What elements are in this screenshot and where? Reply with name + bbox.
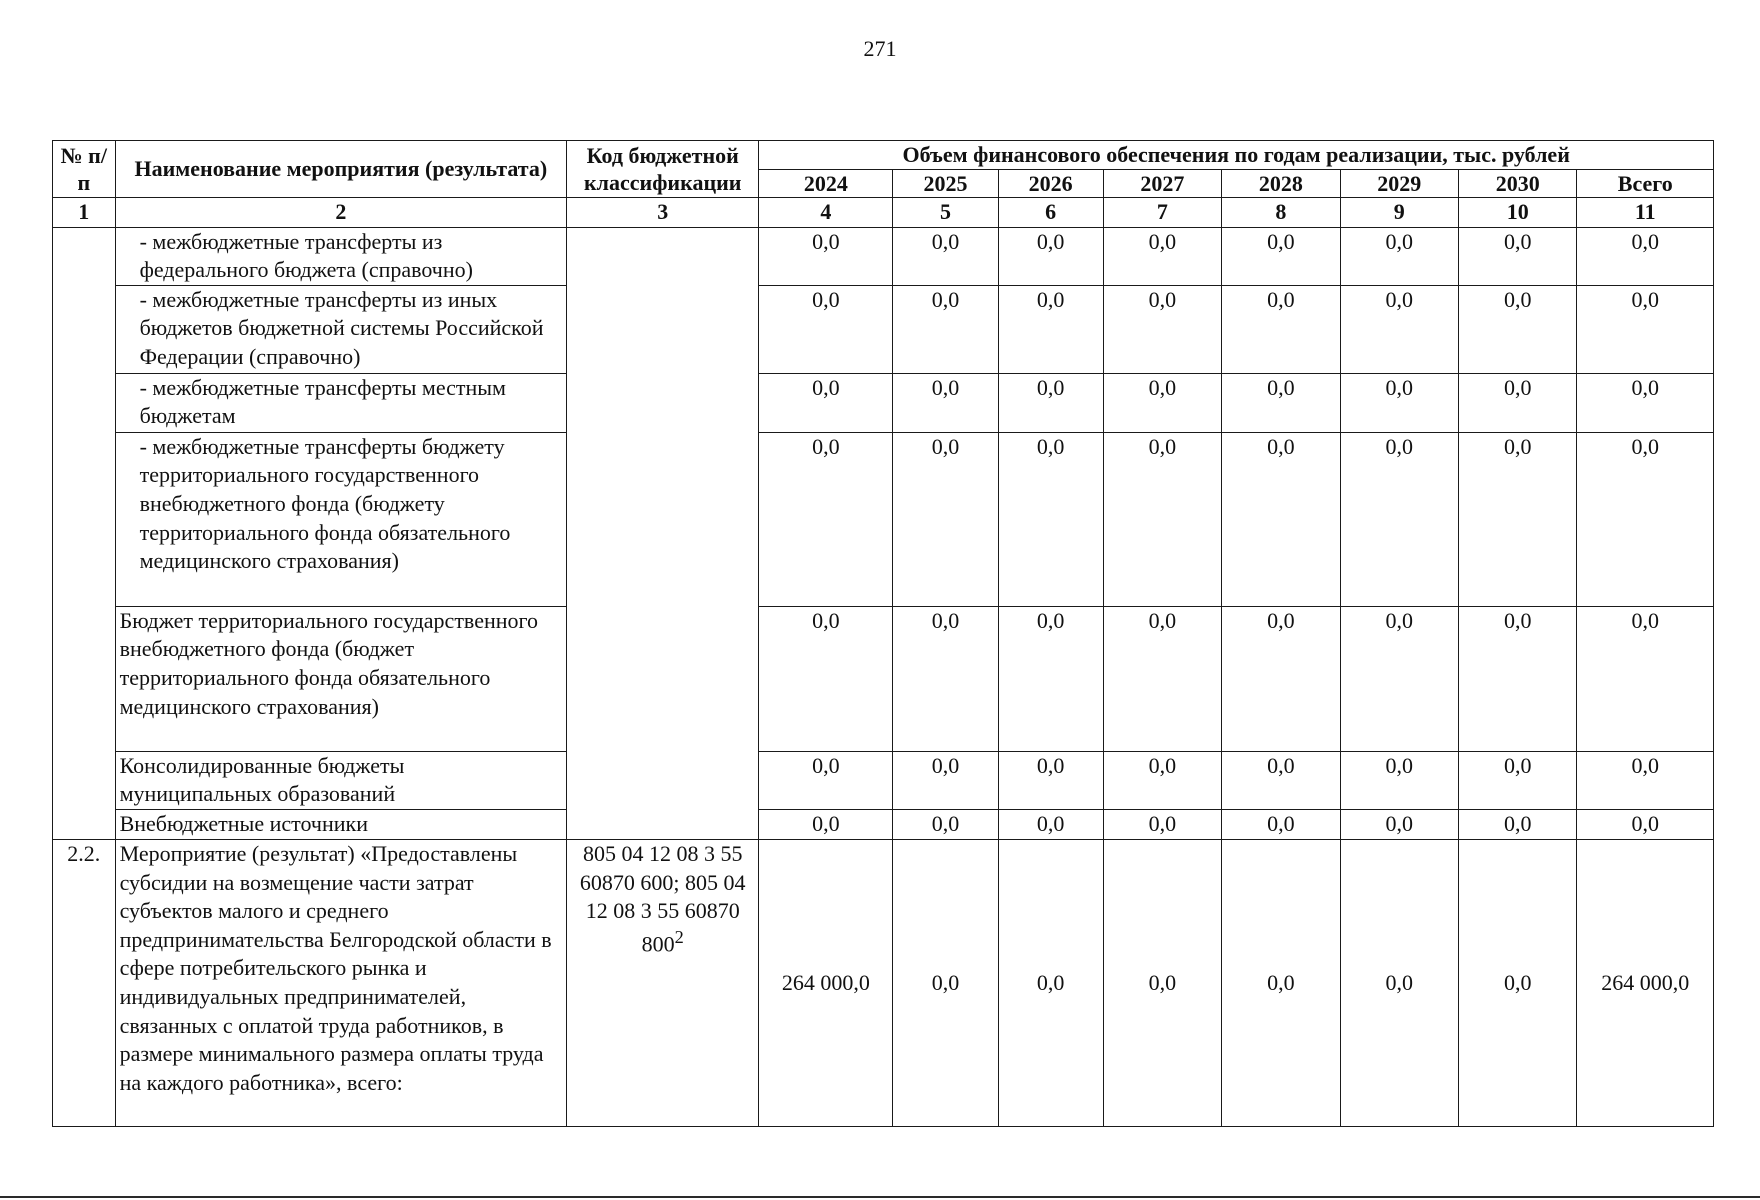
table-row [53, 432, 1714, 606]
value-cell: 0,0 [759, 373, 893, 432]
value-cell: 0,0 [759, 751, 893, 809]
value-cell: 0,0 [893, 606, 998, 751]
column-number: 7 [1103, 198, 1221, 228]
value-cell: 0,0 [1103, 839, 1221, 1126]
value-cell: 0,0 [998, 751, 1103, 809]
column-number: 1 [53, 198, 116, 228]
header-code: Код бюджетной классификации [567, 141, 759, 198]
row-name: - межбюджетные трансферты местным бюджетам [115, 373, 567, 432]
value-cell: 0,0 [1340, 809, 1458, 839]
item-number: 2.2. [53, 839, 116, 1126]
header-volume: Объем финансового обеспечения по годам реализации, тыс. рублей [759, 141, 1714, 170]
header-year: 2029 [1340, 169, 1458, 198]
value-cell: 0,0 [893, 432, 998, 606]
value-cell: 0,0 [1340, 751, 1458, 809]
row-name: Бюджет территориального государственного внебюджетного фонда (бюджет территориального фонда обязательного медицинского страхования) [115, 606, 567, 751]
table-row-item-2-2 [53, 839, 1714, 1126]
value-cell: 0,0 [893, 839, 998, 1126]
value-cell: 0,0 [1103, 606, 1221, 751]
value-cell: 0,0 [1103, 751, 1221, 809]
header-year: 2027 [1103, 169, 1221, 198]
value-cell: 0,0 [893, 751, 998, 809]
value-cell: 0,0 [1103, 809, 1221, 839]
row-number-cell [53, 227, 116, 839]
row-code-cell [567, 227, 759, 839]
value-cell: 0,0 [893, 809, 998, 839]
column-number: 10 [1459, 198, 1577, 228]
value-cell: 0,0 [893, 227, 998, 285]
value-cell: 0,0 [1103, 285, 1221, 373]
row-name: - межбюджетные трансферты бюджету территориального государственного внебюджетного фонда (бюджету территориального фонда обязательного медицинского страхования) [115, 432, 567, 606]
header-year: 2030 [1459, 169, 1577, 198]
value-cell: 0,0 [1222, 751, 1340, 809]
table-row [53, 373, 1714, 432]
value-cell: 0,0 [1222, 227, 1340, 285]
value-cell: 0,0 [759, 432, 893, 606]
value-cell: 0,0 [998, 839, 1103, 1126]
value-cell: 0,0 [893, 373, 998, 432]
column-number: 11 [1577, 198, 1714, 228]
header-year: 2026 [998, 169, 1103, 198]
header-year: 2025 [893, 169, 998, 198]
value-cell: 0,0 [1459, 373, 1577, 432]
value-cell: 0,0 [1103, 227, 1221, 285]
value-cell: 0,0 [1577, 227, 1714, 285]
table-row [53, 227, 1714, 285]
value-cell: 0,0 [1103, 432, 1221, 606]
value-cell: 0,0 [1459, 432, 1577, 606]
header-no: № п/п [53, 141, 116, 198]
value-cell: 0,0 [1222, 373, 1340, 432]
column-number: 2 [115, 198, 567, 228]
item-code [567, 839, 759, 1126]
budget-table [52, 140, 1714, 1127]
table-row [53, 606, 1714, 751]
column-number: 8 [1222, 198, 1340, 228]
value-cell: 0,0 [1577, 285, 1714, 373]
row-name: - межбюджетные трансферты из федерального бюджета (справочно) [115, 227, 567, 285]
header-year: 2028 [1222, 169, 1340, 198]
value-cell: 0,0 [1459, 227, 1577, 285]
value-cell: 0,0 [1340, 839, 1458, 1126]
value-cell: 0,0 [1459, 839, 1577, 1126]
row-name: Консолидированные бюджеты муниципальных образований [115, 751, 567, 809]
value-cell: 0,0 [1459, 606, 1577, 751]
value-cell: 264 000,0 [759, 839, 893, 1126]
column-number: 4 [759, 198, 893, 228]
bottom-rule [0, 1196, 1760, 1198]
item-name: Мероприятие (результат) «Предоставлены субсидии на возмещение части затрат субъектов малого и среднего предпринимательства Белгородской области в сфере потребительского рынка и индивидуальных предпринимателей, связанных с оплатой труда работников, в размере минимального размера оплаты труда на каждого работника», всего: [115, 839, 567, 1126]
value-cell: 0,0 [998, 285, 1103, 373]
item-code-text: 805 04 12 08 3 55 60870 600; 805 04 12 08 3 55 60870 800 [579, 840, 746, 957]
row-name: Внебюджетные источники [115, 809, 567, 839]
value-cell: 0,0 [1340, 373, 1458, 432]
value-cell: 0,0 [1459, 751, 1577, 809]
value-cell: 0,0 [759, 809, 893, 839]
value-cell: 0,0 [1222, 839, 1340, 1126]
table-row [53, 809, 1714, 839]
value-cell: 0,0 [1340, 227, 1458, 285]
value-cell: 0,0 [1222, 606, 1340, 751]
value-cell: 0,0 [1577, 809, 1714, 839]
value-cell: 264 000,0 [1577, 839, 1714, 1126]
header-year: 2024 [759, 169, 893, 198]
value-cell: 0,0 [998, 373, 1103, 432]
value-cell: 0,0 [1103, 373, 1221, 432]
value-cell: 0,0 [1340, 285, 1458, 373]
column-number: 3 [567, 198, 759, 228]
value-cell: 0,0 [759, 227, 893, 285]
value-cell: 0,0 [1222, 432, 1340, 606]
value-cell: 0,0 [1222, 809, 1340, 839]
header-total: Всего [1577, 169, 1714, 198]
header-name: Наименование мероприятия (результата) [115, 141, 567, 198]
value-cell: 0,0 [759, 606, 893, 751]
table-row [53, 285, 1714, 373]
value-cell: 0,0 [1459, 809, 1577, 839]
value-cell: 0,0 [1222, 285, 1340, 373]
value-cell: 0,0 [1459, 285, 1577, 373]
value-cell: 0,0 [998, 809, 1103, 839]
row-name: - межбюджетные трансферты из иных бюджетов бюджетной системы Российской Федерации (справочно) [115, 285, 567, 373]
footnote-marker: 2 [674, 926, 684, 947]
value-cell: 0,0 [1577, 432, 1714, 606]
page-number: 271 [863, 36, 897, 61]
value-cell: 0,0 [1577, 606, 1714, 751]
value-cell: 0,0 [893, 285, 998, 373]
column-number: 6 [998, 198, 1103, 228]
value-cell: 0,0 [1340, 606, 1458, 751]
column-number: 5 [893, 198, 998, 228]
value-cell: 0,0 [998, 606, 1103, 751]
column-number: 9 [1340, 198, 1458, 228]
value-cell: 0,0 [998, 227, 1103, 285]
value-cell: 0,0 [1577, 373, 1714, 432]
value-cell: 0,0 [1340, 432, 1458, 606]
value-cell: 0,0 [1577, 751, 1714, 809]
value-cell: 0,0 [998, 432, 1103, 606]
table-row [53, 751, 1714, 809]
value-cell: 0,0 [759, 285, 893, 373]
